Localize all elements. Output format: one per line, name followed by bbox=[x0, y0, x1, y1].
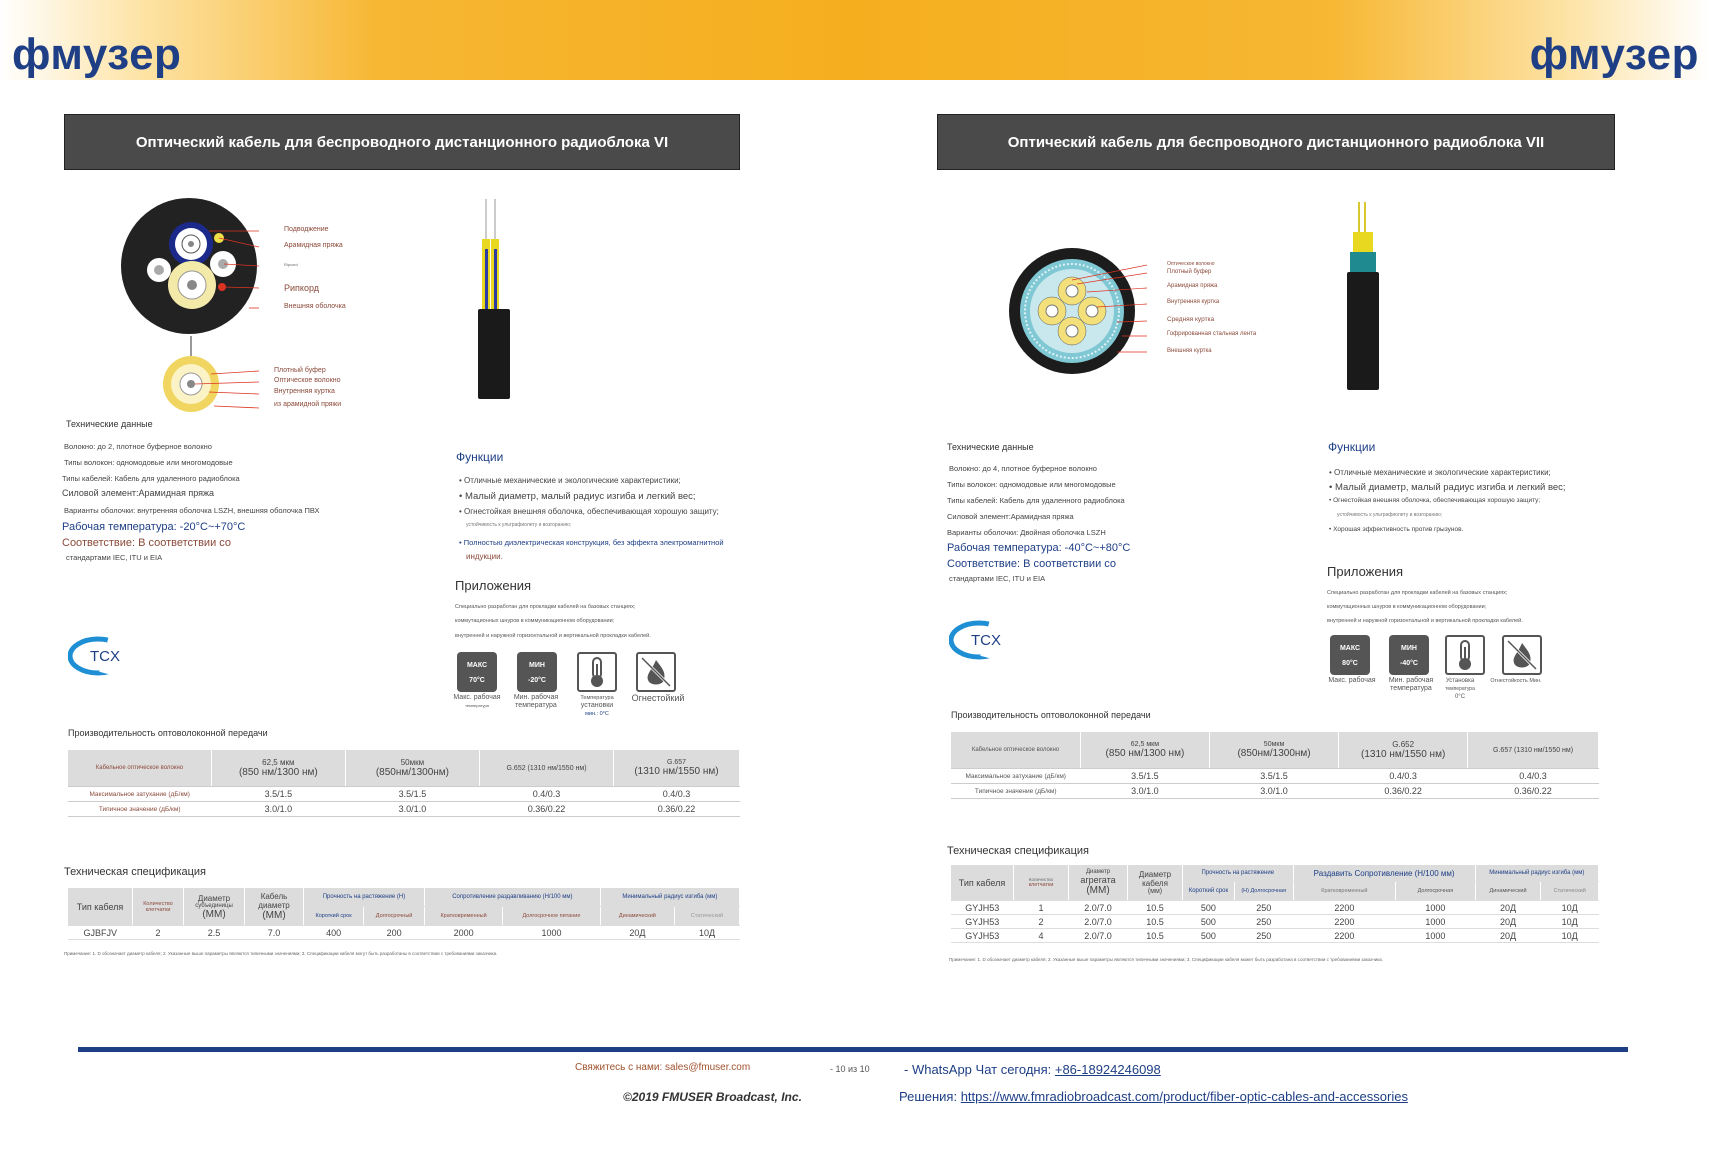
max-temp-icon: МАКС 70°C bbox=[457, 652, 497, 692]
specification-table: Тип кабеля Количество клетчатки Диаметр субъединицы (ММ) Кабель диаметр (ММ) Прочность на растяжение (Н) Сопротивление раздавливанию (Н/100 мм) Минимальный радиус изгиба (мм) Короткий срок Долгосрочный Кратковременный Долгосрочное питание Динамический Статический GJBFJV 2 2.5 7.0 400 200 2000 1000 20Д 10Д bbox=[68, 888, 740, 940]
diagram-label: Ripcord bbox=[284, 262, 298, 267]
diagram-label: из арамидной пряжи bbox=[274, 401, 342, 408]
icon-caption: Мин. рабочая температура bbox=[1388, 677, 1434, 692]
application-item: внутренней и наружной горизонтальной и вертикальной прокладки кабелей. bbox=[455, 633, 651, 639]
tcx-logo: TCX bbox=[949, 620, 1011, 660]
footer-contact[interactable]: Свяжитесь с нами: sales@fmuser.com bbox=[575, 1062, 751, 1073]
tech-spec-line: Силовой элемент:Арамидная пряжа bbox=[947, 512, 1074, 521]
diagram-label: Гофрированная стальная лента bbox=[1167, 331, 1257, 337]
tcx-logo: TCX bbox=[68, 636, 130, 676]
tech-spec-line: Типы волокон: одномодовые или многомодовые bbox=[64, 458, 233, 467]
table-row: Максимальное затухание (дБ/км) 3.5/1.5 3.5/1.5 0.4/0.3 0.4/0.3 bbox=[68, 787, 740, 802]
tech-data-heading: Технические данные bbox=[947, 442, 1034, 452]
thermometer-icon bbox=[577, 652, 617, 692]
function-item: • Полностью диэлектрическая конструкция, без эффекта электромагнитной bbox=[459, 538, 724, 547]
min-temp-icon: МИН -40°C bbox=[1389, 635, 1429, 675]
spec-heading: Техническая спецификация bbox=[64, 866, 207, 878]
function-item: • Огнестойкая внешняя оболочка, обеспечивающая хорошую защиту; bbox=[1329, 497, 1541, 504]
diagram-label: Подводжение bbox=[284, 226, 329, 233]
tech-spec-line: Соответствие: В соответствии со bbox=[62, 537, 232, 549]
footer-whatsapp: - WhatsApp Чат сегодня: +86-18924246098 bbox=[904, 1062, 1161, 1077]
tech-spec-line: Типы кабелей: Кабель для удаленного радиоблока bbox=[62, 474, 240, 483]
icon-caption: Огнестойкий bbox=[631, 693, 685, 703]
tech-spec-line: Соответствие: В соответствии со bbox=[947, 558, 1117, 570]
diagram-label: Арамидная пряжа bbox=[1167, 283, 1218, 289]
tech-spec-line: Рабочая температура: -20°C~+70°C bbox=[62, 521, 246, 533]
performance-heading: Производительность оптоволоконной передачи bbox=[68, 728, 268, 738]
tech-spec-line: Силовой элемент:Арамидная пряжа bbox=[62, 488, 215, 498]
table-row: Типичное значение (дБ/км) 3.0/1.0 3.0/1.0 0.36/0.22 0.36/0.22 bbox=[68, 802, 740, 817]
spec-note: Примечание: 1. D обозначает диаметр кабеля; 2. Указанные выше параметры являются типичными значениями; 3. Спецификации кабеля может быть разработана в соответствии с требованиями заказчика. bbox=[949, 957, 1384, 962]
fire-resistant-icon bbox=[1502, 635, 1542, 675]
table-row: Максимальное затухание (дБ/км) 3.5/1.5 3.5/1.5 0.4/0.3 0.4/0.3 bbox=[951, 769, 1599, 784]
table-row: GYJH53 4 2.0/7.0 10.5 500 250 2200 1000 20Д 10Д bbox=[951, 929, 1599, 943]
icon-caption: Огнестойкость Мин. bbox=[1490, 678, 1542, 684]
tech-spec-line: Типы кабелей: Кабель для удаленного радиоблока bbox=[947, 496, 1125, 505]
brand-logo-right[interactable]: фмузер bbox=[1529, 30, 1699, 79]
footer-solutions: Решения: https://www.fmradiobroadcast.com/product/fiber-optic-cables-and-accessories bbox=[899, 1089, 1408, 1104]
icon-caption: Макс. рабочая bbox=[1328, 677, 1376, 684]
application-item: коммутационных шнуров в коммуникационном оборудовании; bbox=[1327, 604, 1487, 610]
functions-heading: Функции bbox=[1328, 440, 1376, 454]
right-product-panel bbox=[937, 114, 1615, 962]
diagram-label: Плотный буфер bbox=[274, 367, 326, 374]
right-cable-image bbox=[1335, 202, 1395, 392]
left-cable-image bbox=[464, 199, 524, 399]
left-product-panel bbox=[62, 114, 740, 956]
table-row: GJBFJV 2 2.5 7.0 400 200 2000 1000 20Д 10Д bbox=[68, 926, 740, 940]
table-row: GYJH53 1 2.0/7.0 10.5 500 250 2200 1000 20Д 10Д bbox=[951, 901, 1599, 915]
applications-heading: Приложения bbox=[455, 578, 532, 593]
header-banner bbox=[0, 0, 1709, 80]
footer-divider bbox=[78, 1047, 1628, 1052]
performance-heading: Производительность оптоволоконной передачи bbox=[951, 710, 1151, 720]
function-item: устойчивость к ультрафиолету и возгоранию; bbox=[1337, 512, 1443, 518]
function-item: • Малый диаметр, малый радиус изгиба и легкий вес; bbox=[1329, 482, 1566, 493]
thermometer-icon bbox=[1445, 635, 1485, 675]
diagram-label: Рипкорд bbox=[284, 283, 319, 293]
application-item: Специально разработан для прокладки кабелей на базовых станциях; bbox=[1327, 590, 1508, 596]
tech-spec-line: Варианты оболочки: внутренняя оболочка LSZH, внешняя оболочка ПВХ bbox=[64, 506, 320, 515]
diagram-label: Средняя куртка bbox=[1167, 316, 1215, 323]
brand-logo-left[interactable]: фмузер bbox=[12, 30, 182, 79]
icon-caption: Мин. рабочая температура bbox=[513, 694, 559, 709]
footer-copyright: ©2019 FMUSER Broadcast, Inc. bbox=[623, 1090, 802, 1104]
diagram-label: Внутренняя куртка bbox=[1167, 299, 1220, 305]
tech-data-heading: Технические данные bbox=[66, 419, 153, 429]
application-item: коммутационных шнуров в коммуникационном оборудовании; bbox=[455, 618, 615, 624]
right-product-title: Оптический кабель для беспроводного дистанционного радиоблока VII bbox=[937, 114, 1615, 170]
specification-table: Тип кабеля Количество клетчатки Диаметр агрегата (ММ) Диаметр кабеля (мм) Прочность на растяжение Раздавить Сопротивление (Н/100 мм) Минимальный радиус изгиба (мм) Короткий срок (Н) Долгосрочная Кратковременный Долгосрочная Динамический Статический GYJH53 1 2.0/7.0 10.5 500 250 2200 1000 20Д 10Д GYJH53 2 2.0/7.0 10.5 500 250 2200 1000 20Д 10Д GYJH53 4 2.0/7.0 10.5 500 250 2200 1000 20Д 10Д bbox=[951, 865, 1599, 943]
application-item: Специально разработан для прокладки кабелей на базовых станциях; bbox=[455, 604, 636, 610]
diagram-label: Плотный буфер bbox=[1167, 269, 1212, 275]
functions-heading: Функции bbox=[456, 450, 504, 464]
whatsapp-link[interactable]: +86-18924246098 bbox=[1054, 1062, 1161, 1077]
function-item: • Отличные механические и экологические характеристики; bbox=[459, 476, 681, 485]
function-item: • Малый диаметр, малый радиус изгиба и легкий вес; bbox=[459, 491, 696, 502]
function-item: индукции. bbox=[466, 552, 503, 561]
diagram-label: Внешняя куртка bbox=[1167, 348, 1212, 354]
left-cross-section-diagram bbox=[119, 196, 269, 496]
solutions-link[interactable]: https://www.fmradiobroadcast.com/product/fiber-optic-cables-and-accessories bbox=[960, 1089, 1408, 1104]
spec-note: Примечание: 1. D обозначает диаметр кабеля; 2. Указанные выше параметры являются типичными значениями; 3. Спецификации кабеля могут быть разработаны в соответствии с требованиями заказчика. bbox=[64, 951, 498, 956]
fire-resistant-icon bbox=[636, 652, 676, 692]
table-row: Типичное значение (дБ/км) 3.0/1.0 3.0/1.0 0.36/0.22 0.36/0.22 bbox=[951, 784, 1599, 799]
spec-heading: Техническая спецификация bbox=[947, 845, 1090, 857]
diagram-label: Внутренняя куртка bbox=[274, 388, 335, 395]
diagram-label: Оптическое волокно bbox=[274, 377, 341, 384]
tech-spec-line: стандартами IEC, ITU и EIA bbox=[949, 574, 1046, 583]
tech-spec-line: Волокно: до 2, плотное буферное волокно bbox=[64, 442, 212, 451]
applications-heading: Приложения bbox=[1327, 564, 1404, 579]
performance-table: Кабельное оптическое волокно 62,5 мкм (850 нм/1300 нм) 50мкм (850нм/1300нм) G.652 (1310 нм/1550 нм) G.657 (1310 нм/1550 нм) Максимальное затухание (дБ/км) 3.5/1.5 3.5/1.5 0.4/0.3 0.4/0.3 Типичное значение (дБ/км) 3.0/1.0 3.0/1.0 0.36/0.22 0.36/0.22 bbox=[951, 732, 1599, 799]
function-item: • Отличные механические и экологические характеристики; bbox=[1329, 468, 1551, 477]
application-item: внутренней и наружной горизонтальной и вертикальной прокладки кабелей. bbox=[1327, 618, 1523, 624]
tech-spec-line: Рабочая температура: -40°C~+80°C bbox=[947, 542, 1131, 554]
icon-caption: Макс. рабочая температура bbox=[453, 694, 501, 708]
diagram-label: Арамидная пряжа bbox=[284, 242, 343, 249]
min-temp-icon: МИН -20°C bbox=[517, 652, 557, 692]
footer-page-number: - 10 из 10 bbox=[830, 1064, 870, 1074]
left-product-title: Оптический кабель для беспроводного дистанционного радиоблока VI bbox=[64, 114, 740, 170]
icon-caption: Температура установки мин.: 0°C bbox=[580, 695, 614, 717]
table-row: GYJH53 2 2.0/7.0 10.5 500 250 2200 1000 20Д 10Д bbox=[951, 915, 1599, 929]
icon-caption: Установка температура 0°C bbox=[1445, 678, 1475, 700]
tech-spec-line: Варианты оболочки: Двойная оболочка LSZH bbox=[947, 528, 1106, 537]
tech-spec-line: Волокно: до 4, плотное буферное волокно bbox=[949, 464, 1097, 473]
function-item: устойчивость к ультрафиолету и возгоранию; bbox=[466, 522, 572, 528]
tech-spec-line: Типы волокон: одномодовые или многомодовые bbox=[947, 480, 1116, 489]
max-temp-icon: МАКС 80°C bbox=[1330, 635, 1370, 675]
tech-spec-line: стандартами IEC, ITU и EIA bbox=[66, 553, 163, 562]
function-item: • Хорошая эффективность против грызунов. bbox=[1329, 526, 1464, 533]
diagram-label: Внешняя оболочка bbox=[284, 303, 346, 310]
function-item: • Огнестойкая внешняя оболочка, обеспечивающая хорошую защиту; bbox=[459, 507, 719, 516]
performance-table: Кабельное оптическое волокно 62,5 мкм (850 нм/1300 нм) 50мкм (850нм/1300нм) G.652 (1310 нм/1550 нм) G.657 (1310 нм/1550 нм) Максимальное затухание (дБ/км) 3.5/1.5 3.5/1.5 0.4/0.3 0.4/0.3 Типичное значение (дБ/км) 3.0/1.0 3.0/1.0 0.36/0.22 0.36/0.22 bbox=[68, 750, 740, 817]
diagram-label: Оптическое волокно bbox=[1167, 261, 1215, 267]
